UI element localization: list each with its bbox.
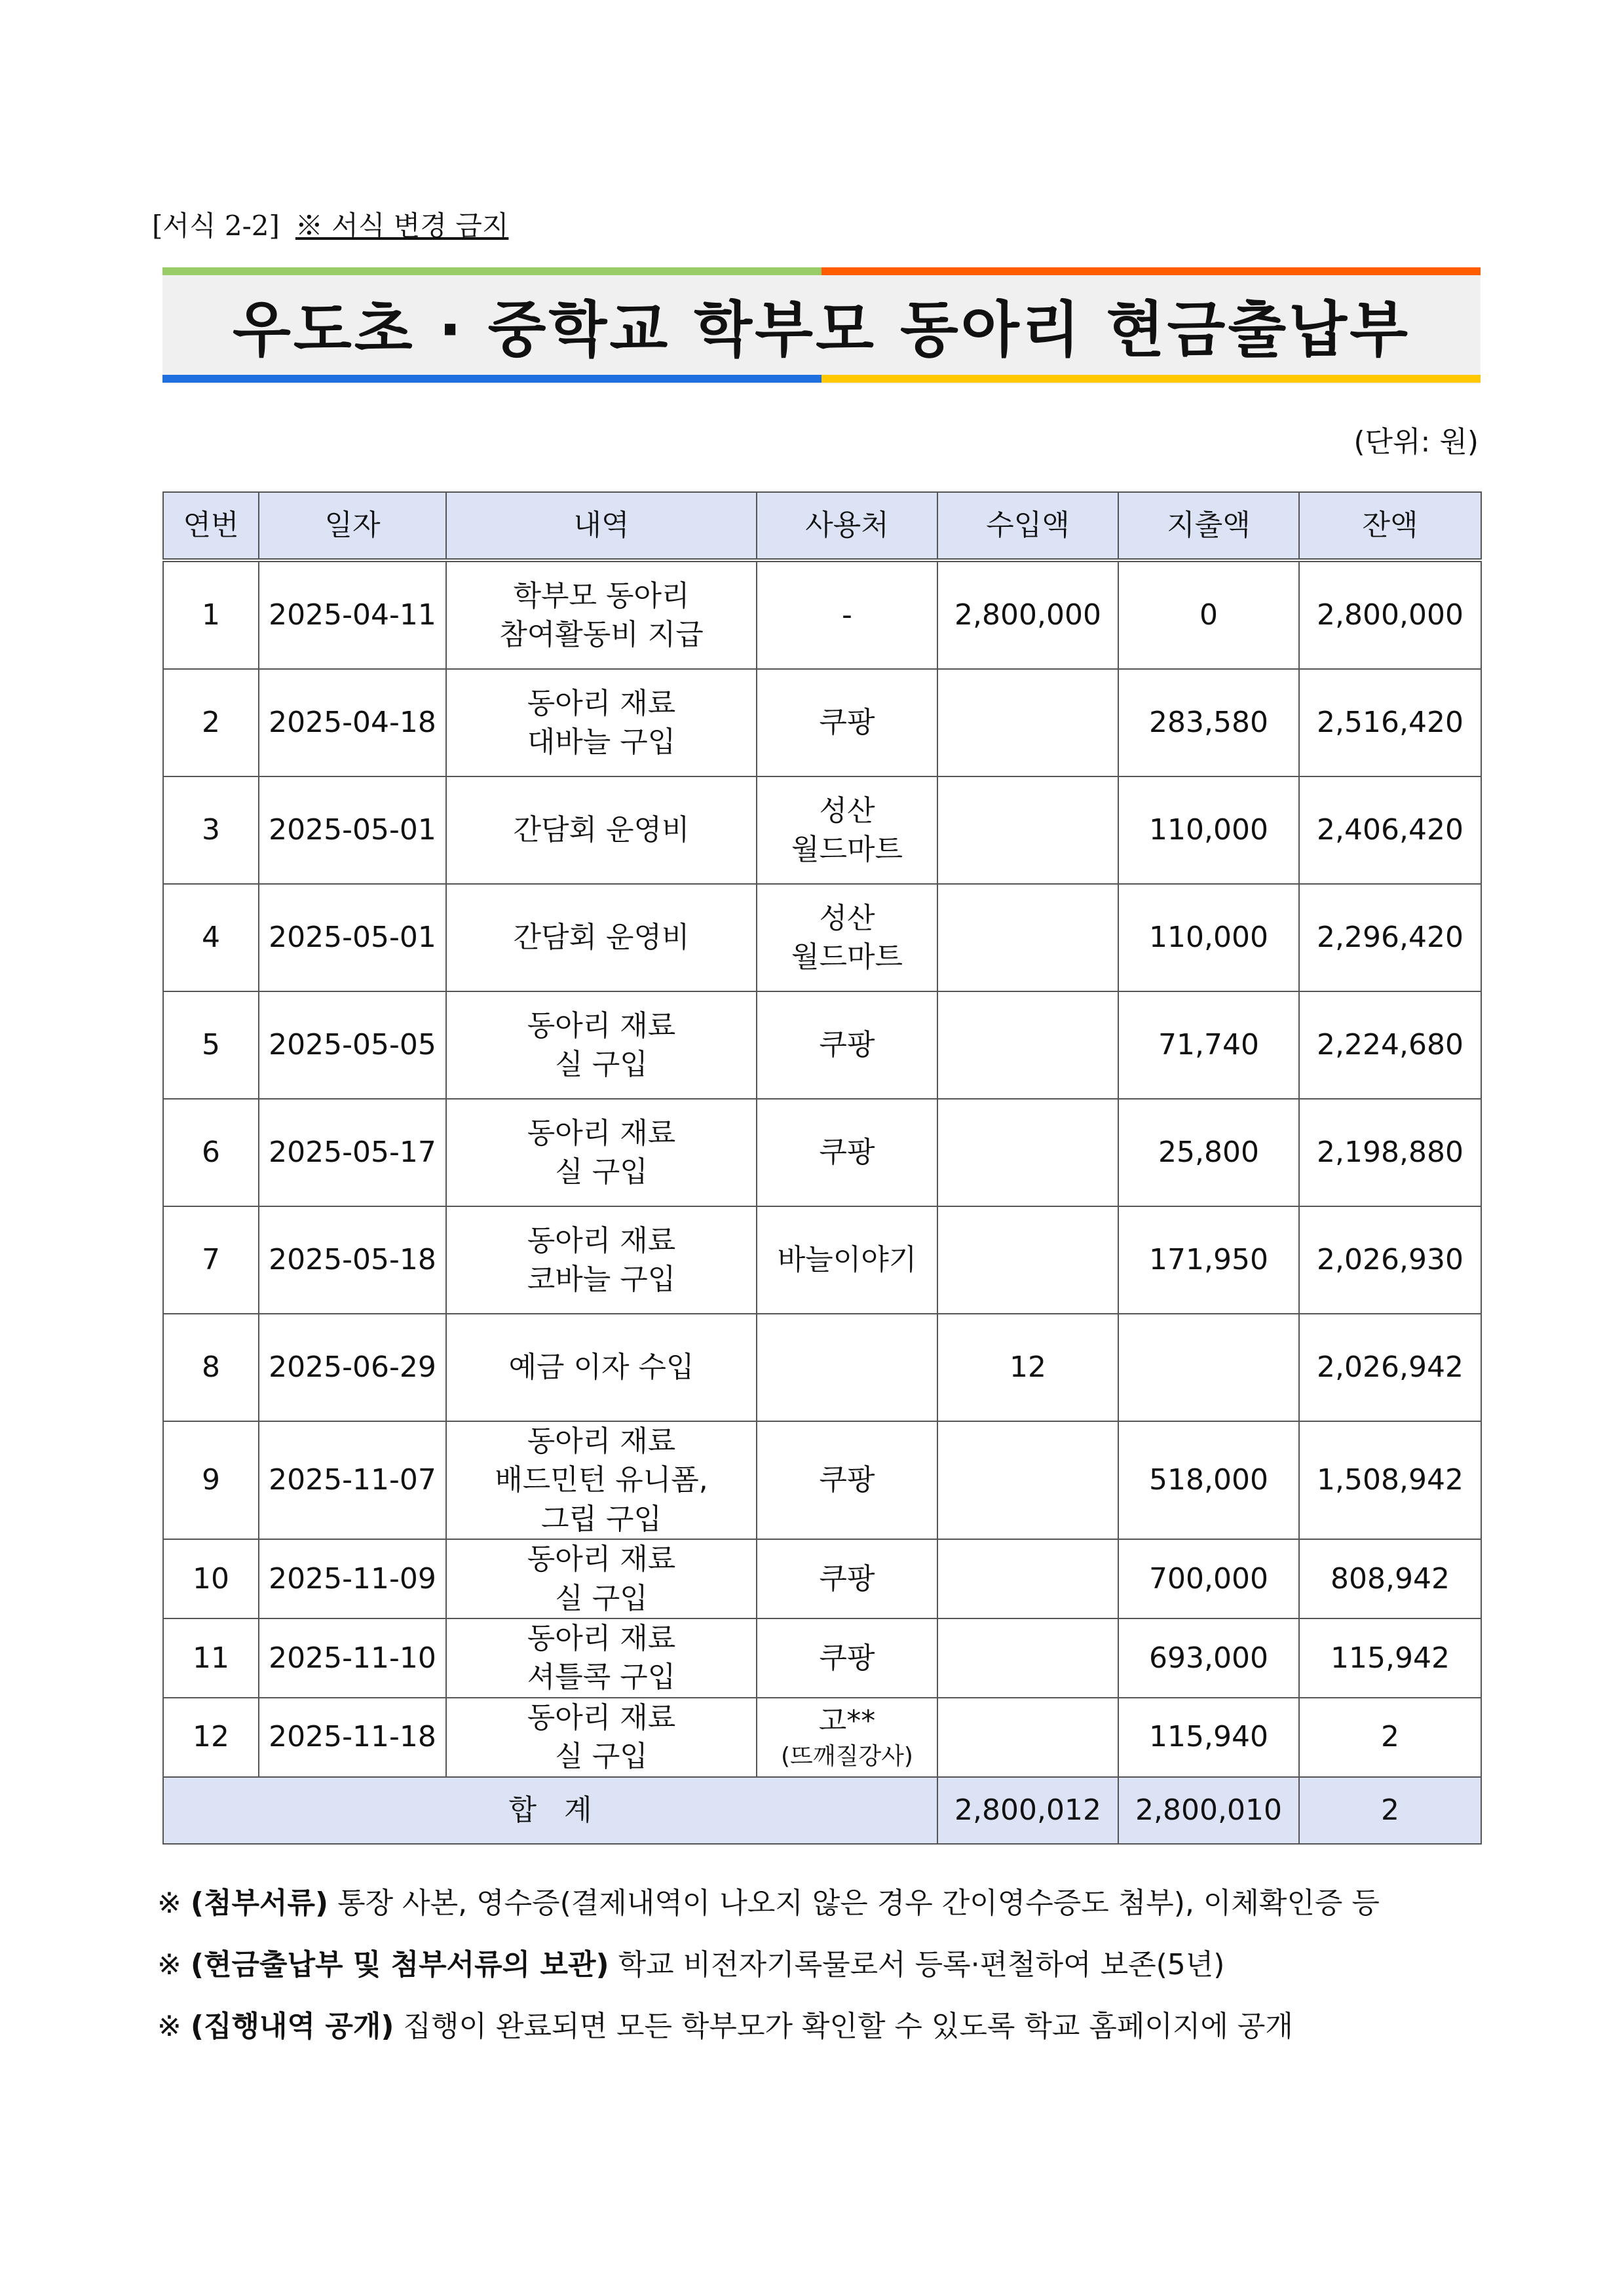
cell-expense: 171,950 [1118, 1206, 1299, 1314]
cell-item [446, 1698, 757, 1777]
vendor-line: 쿠팡 [819, 1463, 875, 1497]
total-label: 합 계 [163, 1777, 937, 1844]
cell-expense: 115,940 [1118, 1698, 1299, 1777]
cell-balance: 2,198,880 [1299, 1099, 1481, 1206]
cell-vendor [757, 776, 937, 884]
vendor-line: 성산 [819, 901, 875, 935]
note-text: 통장 사본, 영수증(결제내역이 나오지 않은 경우 간이영수증도 첨부), 이체확인증 등 [337, 1886, 1380, 1920]
cell-no: 5 [163, 991, 259, 1099]
cell-item [446, 1539, 757, 1618]
cell-item [446, 1421, 757, 1539]
cell-expense: 518,000 [1118, 1421, 1299, 1539]
header-vendor: 사용처 [757, 492, 937, 560]
cell-income [937, 776, 1118, 884]
cell-income [937, 1206, 1118, 1314]
item-line: 동아리 재료 [527, 1700, 676, 1734]
item-line: 동아리 재료 [527, 1008, 676, 1043]
item-line: 동아리 재료 [527, 1116, 676, 1150]
cell-vendor [757, 991, 937, 1099]
note-heading: (첨부서류) [190, 1886, 329, 1920]
header-date: 일자 [259, 492, 446, 560]
cell-date: 2025-05-05 [259, 991, 446, 1099]
vendor-line: 성산 [819, 794, 875, 828]
cell-date: 2025-04-18 [259, 669, 446, 776]
note-text: 학교 비전자기록물로서 등록·편철하여 보존(5년) [618, 1948, 1225, 1981]
header-expense: 지출액 [1118, 492, 1299, 560]
form-number: [서식 2-2] [152, 210, 280, 242]
vendor-line: 쿠팡 [819, 1136, 875, 1170]
note-mark: ※ [157, 2010, 181, 2043]
item-line: 간담회 운영비 [513, 813, 690, 847]
item-line: 동아리 재료 [527, 1542, 676, 1577]
item-line: 예금 이자 수입 [508, 1350, 694, 1385]
title-bar-top-left [162, 267, 821, 275]
cell-balance: 1,508,942 [1299, 1421, 1481, 1539]
cell-date: 2025-11-07 [259, 1421, 446, 1539]
vendor-line: - [842, 598, 852, 632]
total-expense: 2,800,010 [1118, 1777, 1299, 1844]
cell-balance: 2 [1299, 1698, 1481, 1777]
cell-date: 2025-05-01 [259, 884, 446, 991]
cell-income [937, 669, 1118, 776]
cell-expense: 700,000 [1118, 1539, 1299, 1618]
table-row [163, 1099, 1481, 1206]
cell-no: 8 [163, 1314, 259, 1421]
table-row [163, 884, 1481, 991]
note-mark: ※ [157, 1948, 181, 1981]
vendor-line: 바늘이야기 [777, 1243, 917, 1277]
cell-income: 2,800,000 [937, 560, 1118, 669]
title-bar-bottom-left [162, 375, 821, 383]
cell-vendor [757, 560, 937, 669]
cell-expense: 71,740 [1118, 991, 1299, 1099]
cell-no: 1 [163, 560, 259, 669]
cell-item [446, 1206, 757, 1314]
cell-item [446, 991, 757, 1099]
table-header-row [163, 492, 1481, 560]
item-line: 실 구입 [555, 1048, 648, 1081]
cell-item [446, 776, 757, 884]
cell-date: 2025-05-18 [259, 1206, 446, 1314]
cell-income [937, 884, 1118, 991]
header-balance: 잔액 [1299, 492, 1481, 560]
cell-balance: 2,406,420 [1299, 776, 1481, 884]
cell-item [446, 1618, 757, 1698]
table-row [163, 776, 1481, 884]
cell-no: 2 [163, 669, 259, 776]
vendor-line: 쿠팡 [819, 1561, 875, 1596]
vendor-line: 쿠팡 [819, 1028, 875, 1062]
cell-balance: 2,026,930 [1299, 1206, 1481, 1314]
total-balance: 2 [1299, 1777, 1481, 1844]
cell-income [937, 1421, 1118, 1539]
cell-expense: 0 [1118, 560, 1299, 669]
cell-income [937, 1698, 1118, 1777]
cell-vendor [757, 1206, 937, 1314]
cell-date: 2025-11-09 [259, 1539, 446, 1618]
item-line: 실 구입 [555, 1740, 648, 1774]
cell-balance: 2,026,942 [1299, 1314, 1481, 1421]
cell-vendor [757, 1099, 937, 1206]
cell-income [937, 1539, 1118, 1618]
table-row [163, 1206, 1481, 1314]
table-row [163, 669, 1481, 776]
item-line: 학부모 동아리 [513, 579, 690, 613]
cell-expense: 283,580 [1118, 669, 1299, 776]
item-line: 참여활동비 지급 [499, 618, 704, 651]
cell-no: 12 [163, 1698, 259, 1777]
unit-label: (단위: 원) [1353, 425, 1479, 459]
cell-no: 9 [163, 1421, 259, 1539]
cell-no: 6 [163, 1099, 259, 1206]
cell-income: 12 [937, 1314, 1118, 1421]
cell-balance: 2,800,000 [1299, 560, 1481, 669]
item-line: 동아리 재료 [527, 1223, 676, 1257]
item-line: 그립 구입 [540, 1502, 662, 1536]
cell-date: 2025-05-17 [259, 1099, 446, 1206]
page-title: 우도초 · 중학교 학부모 동아리 현금출납부 [233, 295, 1410, 365]
header-no: 연번 [163, 492, 259, 560]
vendor-line: 월드마트 [791, 833, 903, 866]
cell-balance: 115,942 [1299, 1618, 1481, 1698]
note-heading: (집행내역 공개) [190, 2010, 394, 2043]
cell-vendor [757, 669, 937, 776]
cell-item [446, 669, 757, 776]
header-income: 수입액 [937, 492, 1118, 560]
cell-date: 2025-04-11 [259, 560, 446, 669]
item-line: 동아리 재료 [527, 686, 676, 720]
cell-item [446, 1099, 757, 1206]
item-line: 실 구입 [555, 1581, 648, 1615]
note-heading: (현금출납부 및 첨부서류의 보관) [190, 1948, 609, 1981]
vendor-line: 고** [818, 1704, 876, 1738]
cell-balance: 2,516,420 [1299, 669, 1481, 776]
item-line: 실 구입 [555, 1155, 648, 1189]
header-item: 내역 [446, 492, 757, 560]
table-row [163, 1314, 1481, 1421]
table-row [163, 560, 1481, 669]
table-row [163, 1698, 1481, 1777]
vendor-line: (뜨깨질강사) [781, 1742, 913, 1770]
item-line: 간담회 운영비 [513, 921, 690, 955]
note-storage [157, 1941, 1224, 1983]
table-row [163, 1618, 1481, 1698]
note-text: 집행이 완료되면 모든 학부모가 확인할 수 있도록 학교 홈페이지에 공개 [403, 2010, 1293, 2043]
note-attachments [157, 1879, 1380, 1921]
cell-balance: 2,296,420 [1299, 884, 1481, 991]
cell-date: 2025-11-10 [259, 1618, 446, 1698]
item-line: 대바늘 구입 [527, 725, 676, 759]
cell-income [937, 1099, 1118, 1206]
cell-date: 2025-06-29 [259, 1314, 446, 1421]
cell-item [446, 1314, 757, 1421]
cell-vendor [757, 1539, 937, 1618]
cell-expense: 693,000 [1118, 1618, 1299, 1698]
cell-no: 11 [163, 1618, 259, 1698]
cell-date: 2025-11-18 [259, 1698, 446, 1777]
cell-vendor [757, 1618, 937, 1698]
cell-vendor [757, 1421, 937, 1539]
note-mark: ※ [157, 1886, 181, 1920]
cell-income [937, 991, 1118, 1099]
cell-vendor [757, 1314, 937, 1421]
cell-expense [1118, 1314, 1299, 1421]
note-disclosure [157, 2002, 1293, 2044]
table-row [163, 991, 1481, 1099]
cell-balance: 2,224,680 [1299, 991, 1481, 1099]
title-bar-top-right [821, 267, 1481, 275]
cell-item [446, 560, 757, 669]
cell-no: 7 [163, 1206, 259, 1314]
cell-expense: 25,800 [1118, 1099, 1299, 1206]
item-line: 배드민턴 유니폼, [495, 1463, 708, 1497]
cell-item [446, 884, 757, 991]
cell-income [937, 1618, 1118, 1698]
vendor-line: 쿠팡 [819, 706, 875, 740]
form-label [152, 204, 508, 244]
item-line: 동아리 재료 [527, 1621, 676, 1655]
cell-balance: 808,942 [1299, 1539, 1481, 1618]
cell-date: 2025-05-01 [259, 776, 446, 884]
cell-no: 10 [163, 1539, 259, 1618]
vendor-line: 월드마트 [791, 940, 903, 974]
cell-vendor [757, 884, 937, 991]
cell-no: 3 [163, 776, 259, 884]
vendor-line: 쿠팡 [819, 1641, 875, 1675]
total-row [163, 1777, 1481, 1844]
form-change-notice: ※ 서식 변경 금지 [295, 210, 509, 242]
cell-no: 4 [163, 884, 259, 991]
cash-ledger-table [162, 491, 1482, 1845]
cell-expense: 110,000 [1118, 776, 1299, 884]
item-line: 코바늘 구입 [527, 1263, 676, 1296]
title-bar-bottom-right [821, 375, 1481, 383]
table-body [163, 560, 1481, 1777]
item-line: 셔틀콕 구입 [527, 1660, 676, 1694]
cell-vendor [757, 1698, 937, 1777]
total-income: 2,800,012 [937, 1777, 1118, 1844]
item-line: 동아리 재료 [527, 1425, 676, 1458]
table-row [163, 1421, 1481, 1539]
table-row [163, 1539, 1481, 1618]
cell-expense: 110,000 [1118, 884, 1299, 991]
